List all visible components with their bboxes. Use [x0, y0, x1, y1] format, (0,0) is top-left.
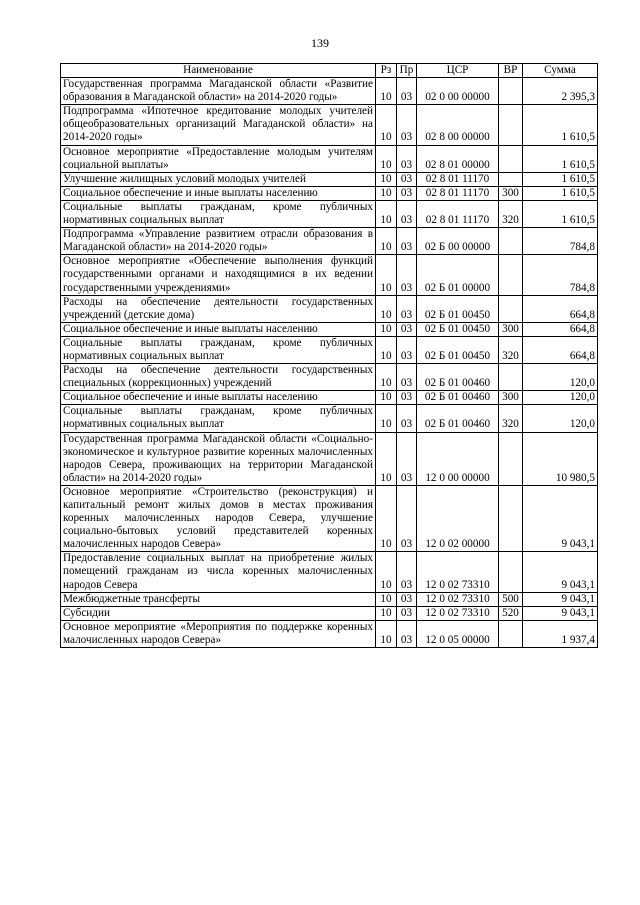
row-vr-cell — [499, 255, 523, 295]
row-pr-cell: 03 — [397, 145, 417, 172]
table-row — [61, 552, 598, 592]
column-header-name: Наименование — [61, 64, 376, 78]
page-number: 139 — [311, 36, 329, 50]
row-csr-cell: 02 Б 01 00450 — [417, 295, 499, 322]
row-name-cell: Улучшение жилищных условий молодых учителей — [61, 172, 376, 186]
row-sum-cell: 1 610,5 — [523, 105, 598, 145]
row-sum-cell: 784,8 — [523, 228, 598, 255]
row-vr-cell: 300 — [499, 322, 523, 336]
row-rz-cell: 10 — [376, 322, 397, 336]
row-name-cell: Субсидии — [61, 606, 376, 620]
table-row — [61, 186, 598, 200]
row-rz-cell: 10 — [376, 172, 397, 186]
row-name-cell: Основное мероприятие «Предоставление молодым учителям социальной выплаты» — [61, 145, 376, 172]
table-row — [61, 336, 598, 363]
table-row — [61, 606, 598, 620]
column-header-sum: Сумма — [523, 64, 598, 78]
row-csr-cell: 12 0 05 00000 — [417, 620, 499, 647]
row-sum-cell: 664,8 — [523, 322, 598, 336]
table-body — [61, 78, 598, 648]
row-csr-cell: 02 8 01 11170 — [417, 186, 499, 200]
row-csr-cell: 12 0 02 73310 — [417, 606, 499, 620]
table-row — [61, 145, 598, 172]
row-vr-cell: 300 — [499, 391, 523, 405]
row-csr-cell: 02 8 01 11170 — [417, 172, 499, 186]
table-row — [61, 405, 598, 432]
row-sum-cell: 10 980,5 — [523, 432, 598, 485]
row-vr-cell: 320 — [499, 336, 523, 363]
row-rz-cell: 10 — [376, 186, 397, 200]
table-row — [61, 172, 598, 186]
table-row — [61, 200, 598, 227]
row-vr-cell — [499, 432, 523, 485]
row-name-cell: Расходы на обеспечение деятельности государственных специальных (коррекционных) учреждений — [61, 364, 376, 391]
row-sum-cell: 1 610,5 — [523, 186, 598, 200]
row-csr-cell: 02 Б 01 00450 — [417, 336, 499, 363]
row-rz-cell: 10 — [376, 105, 397, 145]
row-pr-cell: 03 — [397, 172, 417, 186]
column-header-csr: ЦСР — [417, 64, 499, 78]
table-row — [61, 105, 598, 145]
row-name-cell: Социальные выплаты гражданам, кроме публичных нормативных социальных выплат — [61, 405, 376, 432]
row-pr-cell: 03 — [397, 228, 417, 255]
row-pr-cell: 03 — [397, 432, 417, 485]
row-sum-cell: 120,0 — [523, 405, 598, 432]
row-pr-cell: 03 — [397, 606, 417, 620]
row-sum-cell: 1 610,5 — [523, 200, 598, 227]
row-rz-cell: 10 — [376, 552, 397, 592]
row-csr-cell: 02 Б 01 00000 — [417, 255, 499, 295]
table-row — [61, 364, 598, 391]
row-csr-cell: 12 0 02 73310 — [417, 592, 499, 606]
row-name-cell: Социальные выплаты гражданам, кроме публичных нормативных социальных выплат — [61, 336, 376, 363]
row-vr-cell: 520 — [499, 606, 523, 620]
row-name-cell: Государственная программа Магаданской области «Развитие образования в Магаданской области» на 2014-2020 годы» — [61, 78, 376, 105]
row-vr-cell — [499, 78, 523, 105]
row-rz-cell: 10 — [376, 391, 397, 405]
row-pr-cell: 03 — [397, 485, 417, 551]
row-sum-cell: 1 610,5 — [523, 172, 598, 186]
row-rz-cell: 10 — [376, 336, 397, 363]
row-rz-cell: 10 — [376, 432, 397, 485]
table-row — [61, 255, 598, 295]
row-name-cell: Предоставление социальных выплат на приобретение жилых помещений гражданам из числа коренных малочисленных народов Севера — [61, 552, 376, 592]
row-vr-cell — [499, 485, 523, 551]
column-header-pr: Пр — [397, 64, 417, 78]
row-csr-cell: 02 Б 00 00000 — [417, 228, 499, 255]
row-csr-cell: 02 Б 01 00460 — [417, 405, 499, 432]
row-pr-cell: 03 — [397, 186, 417, 200]
table-row — [61, 78, 598, 105]
row-name-cell: Подпрограмма «Управление развитием отрасли образования в Магаданской области» на 2014-2020 годы» — [61, 228, 376, 255]
row-rz-cell: 10 — [376, 255, 397, 295]
row-csr-cell: 02 Б 01 00460 — [417, 364, 499, 391]
row-pr-cell: 03 — [397, 105, 417, 145]
row-sum-cell: 9 043,1 — [523, 592, 598, 606]
row-rz-cell: 10 — [376, 228, 397, 255]
row-rz-cell: 10 — [376, 405, 397, 432]
row-sum-cell: 9 043,1 — [523, 552, 598, 592]
row-name-cell: Социальное обеспечение и иные выплаты населению — [61, 391, 376, 405]
table-row — [61, 620, 598, 647]
row-rz-cell: 10 — [376, 145, 397, 172]
row-pr-cell: 03 — [397, 391, 417, 405]
row-csr-cell: 02 0 00 00000 — [417, 78, 499, 105]
row-vr-cell: 320 — [499, 405, 523, 432]
table-row — [61, 228, 598, 255]
row-pr-cell: 03 — [397, 255, 417, 295]
row-csr-cell: 02 Б 01 00450 — [417, 322, 499, 336]
row-name-cell: Подпрограмма «Ипотечное кредитование молодых учителей общеобразовательных организаций Магаданской области» на 2014-2020 годы» — [61, 105, 376, 145]
column-header-vr: ВР — [499, 64, 523, 78]
row-csr-cell: 02 8 00 00000 — [417, 105, 499, 145]
row-csr-cell: 02 Б 01 00460 — [417, 391, 499, 405]
row-vr-cell — [499, 552, 523, 592]
row-pr-cell: 03 — [397, 322, 417, 336]
row-rz-cell: 10 — [376, 620, 397, 647]
row-name-cell: Межбюджетные трансферты — [61, 592, 376, 606]
table-row — [61, 391, 598, 405]
table-row — [61, 322, 598, 336]
row-vr-cell: 300 — [499, 186, 523, 200]
row-rz-cell: 10 — [376, 606, 397, 620]
row-name-cell: Социальное обеспечение и иные выплаты населению — [61, 322, 376, 336]
row-pr-cell: 03 — [397, 78, 417, 105]
row-csr-cell: 02 8 01 00000 — [417, 145, 499, 172]
column-header-rz: Рз — [376, 64, 397, 78]
table-header-row — [61, 64, 598, 78]
table-row — [61, 432, 598, 485]
row-vr-cell — [499, 228, 523, 255]
row-rz-cell: 10 — [376, 485, 397, 551]
row-pr-cell: 03 — [397, 592, 417, 606]
row-vr-cell — [499, 145, 523, 172]
table-row — [61, 485, 598, 551]
row-csr-cell: 02 8 01 11170 — [417, 200, 499, 227]
row-vr-cell — [499, 172, 523, 186]
row-rz-cell: 10 — [376, 295, 397, 322]
row-name-cell: Основное мероприятие «Мероприятия по поддержке коренных малочисленных народов Севера» — [61, 620, 376, 647]
row-csr-cell: 12 0 00 00000 — [417, 432, 499, 485]
row-name-cell: Социальные выплаты гражданам, кроме публичных нормативных социальных выплат — [61, 200, 376, 227]
table-row — [61, 592, 598, 606]
budget-table — [60, 63, 598, 648]
table-row — [61, 295, 598, 322]
row-name-cell: Социальное обеспечение и иные выплаты населению — [61, 186, 376, 200]
row-sum-cell: 120,0 — [523, 391, 598, 405]
row-rz-cell: 10 — [376, 78, 397, 105]
row-pr-cell: 03 — [397, 405, 417, 432]
row-pr-cell: 03 — [397, 295, 417, 322]
row-sum-cell: 664,8 — [523, 295, 598, 322]
row-rz-cell: 10 — [376, 592, 397, 606]
row-sum-cell: 1 937,4 — [523, 620, 598, 647]
row-pr-cell: 03 — [397, 200, 417, 227]
row-vr-cell — [499, 105, 523, 145]
row-pr-cell: 03 — [397, 620, 417, 647]
row-csr-cell: 12 0 02 73310 — [417, 552, 499, 592]
row-vr-cell — [499, 620, 523, 647]
row-sum-cell: 664,8 — [523, 336, 598, 363]
row-vr-cell — [499, 295, 523, 322]
row-sum-cell: 2 395,3 — [523, 78, 598, 105]
row-rz-cell: 10 — [376, 200, 397, 227]
row-sum-cell: 120,0 — [523, 364, 598, 391]
row-sum-cell: 784,8 — [523, 255, 598, 295]
row-vr-cell — [499, 364, 523, 391]
row-pr-cell: 03 — [397, 552, 417, 592]
row-pr-cell: 03 — [397, 336, 417, 363]
row-vr-cell: 320 — [499, 200, 523, 227]
row-sum-cell: 9 043,1 — [523, 606, 598, 620]
row-csr-cell: 12 0 02 00000 — [417, 485, 499, 551]
row-sum-cell: 1 610,5 — [523, 145, 598, 172]
row-name-cell: Расходы на обеспечение деятельности государственных учреждений (детские дома) — [61, 295, 376, 322]
row-rz-cell: 10 — [376, 364, 397, 391]
row-name-cell: Основное мероприятие «Обеспечение выполнения функций государственными органами и находящимися в их ведении государственными учреждениями» — [61, 255, 376, 295]
row-name-cell: Основное мероприятие «Строительство (реконструкция) и капитальный ремонт жилых домов в местах проживания коренных малочисленных народов Севера, улучшение социально-бытовых условий представителей коренных малочисленных народов Севера» — [61, 485, 376, 551]
row-vr-cell: 500 — [499, 592, 523, 606]
row-pr-cell: 03 — [397, 364, 417, 391]
row-sum-cell: 9 043,1 — [523, 485, 598, 551]
row-name-cell: Государственная программа Магаданской области «Социально-экономическое и культурное развитие коренных малочисленных народов Севера, проживающих на территории Магаданской области» на 2014-2020 годы» — [61, 432, 376, 485]
